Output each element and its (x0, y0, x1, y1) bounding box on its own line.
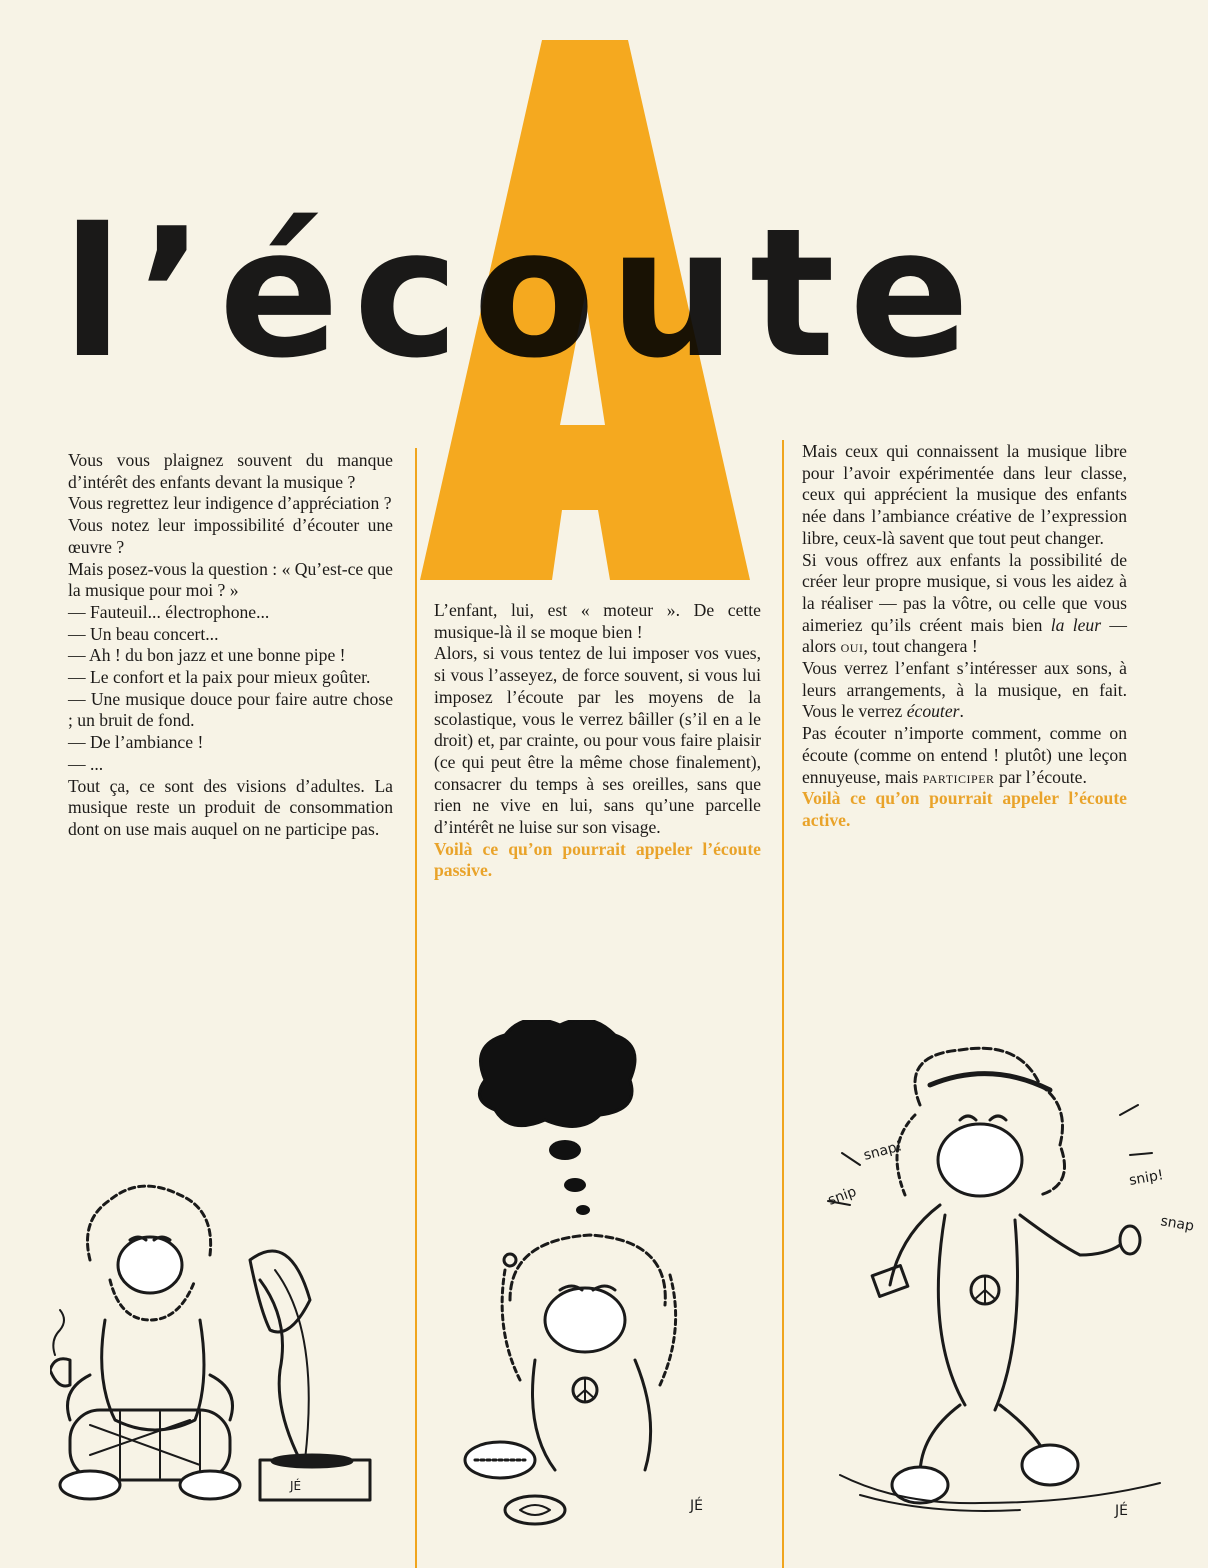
paragraph: Vous vous plaignez souvent du manque d’intérêt des enfants devant la musique ? (68, 450, 393, 492)
paragraph (802, 550, 1127, 659)
cartoon-dancing-child (820, 1045, 1200, 1525)
paragraph (802, 658, 1127, 723)
paragraph: — De l’ambiance ! (68, 732, 204, 753)
sound-text: snap (1159, 1213, 1196, 1235)
column-1 (68, 450, 393, 841)
paragraph: — Une musique douce pour faire autre chose ; un bruit de fond. (68, 688, 393, 731)
paragraph: Mais ceux qui connaissent la musique libre pour l’avoir expérimentée dans leur classe, ceux qui apprécient la musique des enfants née dans l’ambiance créative de l’expression libre, ceux-là savent que tout peut changer. (802, 441, 1127, 548)
signature: JÉ (290, 1479, 302, 1493)
paragraph: — Le confort et la paix pour mieux goûter. (68, 667, 371, 688)
paragraph: Alors, si vous tentez de lui imposer vos vues, si vous l’asseyez, de force souvent, si vous lui imposez l’écoute par les moyens de la scolastique, vous le verrez bâiller (s’il en a le droit) et, par crainte, ou pour vous faire plaisir (ce qui peut être la même chose finalement), consacrer du temps à ses oreilles, sans que rien ne vive en lui, sans qu’une parcelle d’intérêt ne luise sur son visage. (434, 643, 761, 838)
sound-text: snap! (861, 1138, 904, 1164)
paragraph: — Ah ! du bon jazz et une bonne pipe ! (68, 645, 346, 666)
text-run: Vous verrez l’enfant s’intéresser aux sons, à leurs arrangements, à la musique, en fait. Vous le verrez (802, 658, 1127, 722)
conclusion-active: Voilà ce qu’on pourrait appeler l’écoute active. (802, 788, 1127, 830)
emphasis: écouter (906, 701, 960, 722)
paragraph: Tout ça, ce sont des visions d’adultes. La musique reste un produit de consommation dont on use mais auquel on ne participe pas. (68, 775, 393, 839)
text-run: , tout changera ! (863, 636, 978, 657)
paragraph: — Un beau concert... (68, 623, 219, 644)
paragraph: Vous notez leur impossibilité d’écouter une œuvre ? (68, 515, 393, 557)
paragraph (802, 723, 1127, 788)
emphasis: la leur (1050, 614, 1102, 635)
sound-text: snip! (1127, 1167, 1165, 1189)
paragraph: — Fauteuil... électrophone... (68, 601, 270, 622)
paragraph: L’enfant, lui, est « moteur ». De cette musique-là il se moque bien ! (434, 600, 761, 642)
small-caps: participer (922, 766, 995, 787)
text-run: . (959, 701, 964, 722)
conclusion-passive: Voilà ce qu’on pourrait appeler l’écoute passive. (434, 838, 761, 881)
signature: JÉ (1115, 1503, 1128, 1519)
small-caps: oui (840, 636, 864, 657)
thought-cloud (479, 1020, 635, 1126)
text-run: par l’écoute. (994, 766, 1087, 787)
paragraph: — ... (68, 753, 104, 774)
signature: JÉ (690, 1498, 703, 1514)
cartoon-armchair-listener (50, 1180, 380, 1510)
cartoon-bored-child (455, 1020, 785, 1540)
text-run: Si vous offrez aux enfants la possibilité de créer leur propre musique, si vous les aidez à la réaliser — pas la vôtre, ou celle que vous aimeriez qu’ils créent mais bien (802, 549, 1127, 635)
column-2 (434, 600, 761, 882)
paragraph: Vous regrettez leur indigence d’appréciation ? (68, 493, 392, 514)
page-title: l’écoute (62, 190, 984, 397)
column-3 (802, 441, 1127, 832)
sound-text: snip (825, 1183, 859, 1209)
paragraph: Mais posez-vous la question : « Qu’est-ce que la musique pour moi ? » (68, 558, 393, 601)
column-rule (415, 448, 417, 1568)
text-run: — alors (802, 614, 1127, 657)
text-run: Pas écouter n’importe comment, comme on écoute (comme on entend ! plutôt) une leçon ennuyeuse, mais (802, 723, 1127, 787)
